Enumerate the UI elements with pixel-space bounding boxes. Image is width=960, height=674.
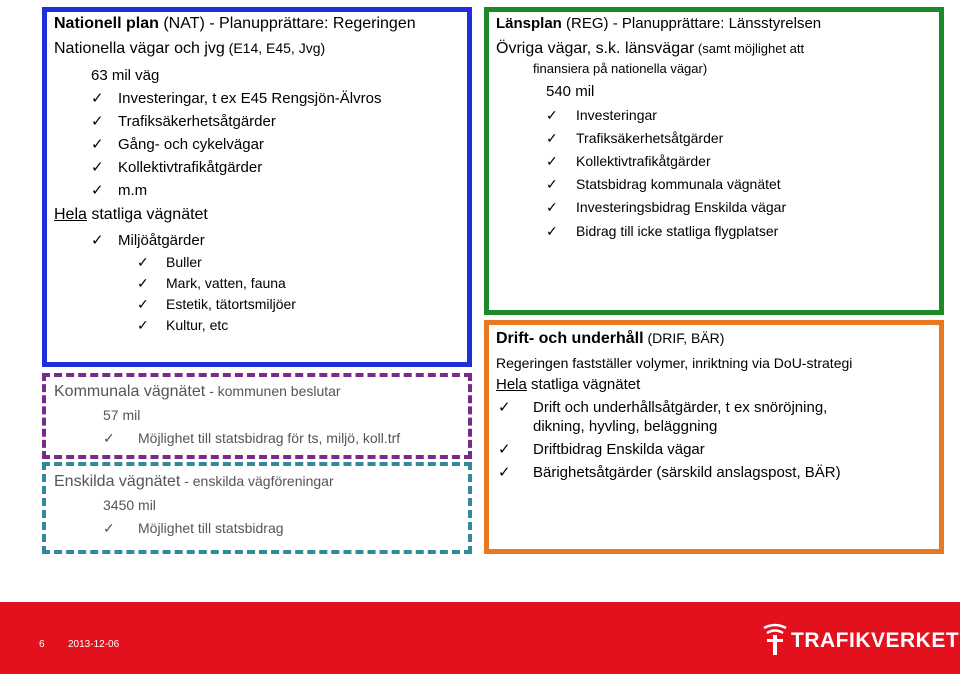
reg-item: Investeringsbidrag Enskilda vägar bbox=[576, 199, 787, 215]
nat-sub-item: Estetik, tätortsmiljöer bbox=[166, 296, 296, 312]
check-icon: ✓ bbox=[137, 275, 149, 291]
kom-item: Möjlighet till statsbidrag för ts, miljö, koll.trf bbox=[138, 430, 401, 446]
check-icon: ✓ bbox=[91, 113, 104, 130]
check-icon: ✓ bbox=[91, 232, 104, 249]
check-icon: ✓ bbox=[546, 176, 558, 192]
reg-item: Bidrag till icke statliga flygplatser bbox=[576, 223, 779, 239]
check-icon: ✓ bbox=[137, 254, 149, 270]
trafikverket-logo-icon bbox=[762, 622, 788, 656]
nat-title: Nationell plan (NAT) - Planupprättare: Regeringen bbox=[54, 15, 416, 32]
reg-item: Trafiksäkerhetsåtgärder bbox=[576, 130, 724, 146]
check-icon: ✓ bbox=[91, 136, 104, 153]
page-number: 6 bbox=[39, 639, 45, 650]
drif-item-cont: dikning, hyvling, beläggning bbox=[533, 418, 718, 435]
nat-miljo: Miljöåtgärder bbox=[118, 232, 205, 249]
ensk-item: Möjlighet till statsbidrag bbox=[138, 520, 284, 536]
check-icon: ✓ bbox=[498, 464, 511, 481]
drif-item: Driftbidrag Enskilda vägar bbox=[533, 441, 705, 458]
check-icon: ✓ bbox=[498, 399, 511, 416]
nat-sub-item: Kultur, etc bbox=[166, 317, 229, 333]
ensk-length: 3450 mil bbox=[103, 497, 156, 513]
check-icon: ✓ bbox=[546, 107, 558, 123]
nat-item: Gång- och cykelvägar bbox=[118, 136, 264, 153]
drif-title: Drift- och underhåll (DRIF, BÄR) bbox=[496, 330, 725, 347]
kom-title: Kommunala vägnätet - kommunen beslutar bbox=[54, 383, 341, 400]
drif-item: Bärighetsåtgärder (särskild anslagspost, BÄR) bbox=[533, 464, 841, 481]
check-icon: ✓ bbox=[137, 317, 149, 333]
reg-line1: Övriga vägar, s.k. länsvägar (samt möjlighet att bbox=[496, 40, 805, 57]
check-icon: ✓ bbox=[498, 441, 511, 458]
check-icon: ✓ bbox=[546, 130, 558, 146]
reg-item: Investeringar bbox=[576, 107, 657, 123]
drif-line1: Regeringen fastställer volymer, inriktning via DoU-strategi bbox=[496, 355, 853, 371]
check-icon: ✓ bbox=[103, 520, 115, 536]
reg-title: Länsplan (REG) - Planupprättare: Länsstyrelsen bbox=[496, 15, 822, 32]
reg-length: 540 mil bbox=[546, 83, 595, 100]
check-icon: ✓ bbox=[103, 430, 115, 446]
nat-item: Trafiksäkerhetsåtgärder bbox=[118, 113, 276, 130]
reg-line2: finansiera på nationella vägar) bbox=[533, 61, 708, 76]
check-icon: ✓ bbox=[91, 182, 104, 199]
drif-item: Drift och underhållsåtgärder, t ex snöröjning, bbox=[533, 399, 828, 416]
nat-sub-item: Mark, vatten, fauna bbox=[166, 275, 286, 291]
ensk-title: Enskilda vägnätet - enskilda vägföreningar bbox=[54, 473, 334, 490]
kom-length: 57 mil bbox=[103, 407, 141, 423]
nat-item: Kollektivtrafikåtgärder bbox=[118, 159, 263, 176]
check-icon: ✓ bbox=[546, 223, 558, 239]
nat-line1: Nationella vägar och jvg (E14, E45, Jvg) bbox=[54, 40, 326, 57]
nat-hela: Hela statliga vägnätet bbox=[54, 206, 208, 223]
reg-item: Kollektivtrafikåtgärder bbox=[576, 153, 711, 169]
brand-name: TRAFIKVERKET bbox=[791, 629, 960, 652]
nat-length: 63 mil väg bbox=[91, 67, 160, 84]
nat-item: Investeringar, t ex E45 Rengsjön-Älvros bbox=[118, 90, 382, 107]
nat-item: m.m bbox=[118, 182, 148, 199]
reg-item: Statsbidrag kommunala vägnätet bbox=[576, 176, 781, 192]
check-icon: ✓ bbox=[137, 296, 149, 312]
drif-hela: Hela statliga vägnätet bbox=[496, 376, 641, 393]
check-icon: ✓ bbox=[546, 153, 558, 169]
nat-sub-item: Buller bbox=[166, 254, 202, 270]
check-icon: ✓ bbox=[546, 199, 558, 215]
check-icon: ✓ bbox=[91, 90, 104, 107]
footer-date: 2013-12-06 bbox=[68, 639, 120, 650]
footer-bar bbox=[0, 602, 960, 674]
nationell-plan-box bbox=[42, 7, 472, 367]
check-icon: ✓ bbox=[91, 159, 104, 176]
